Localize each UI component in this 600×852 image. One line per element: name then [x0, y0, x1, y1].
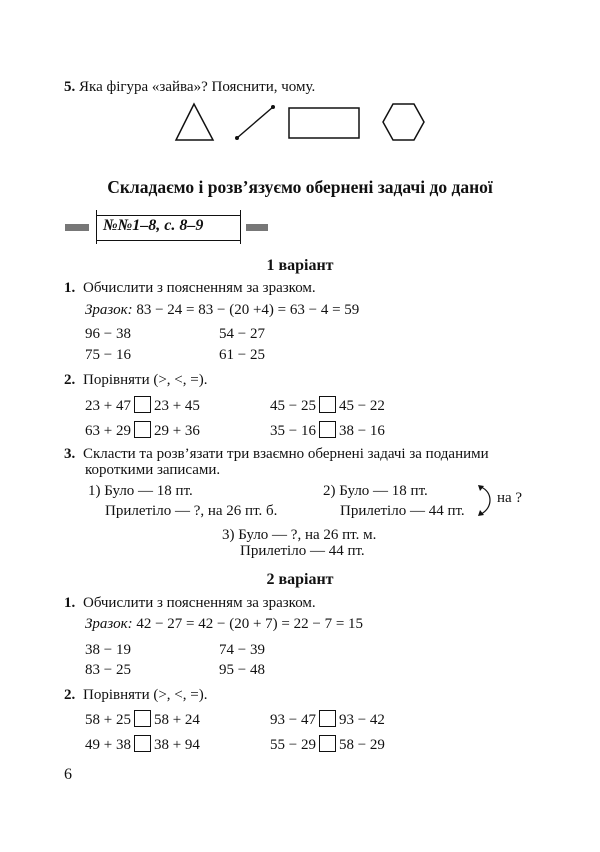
compare-left: 23 + 47	[85, 398, 131, 414]
v1-task1-line	[64, 280, 316, 297]
frame-tick	[240, 210, 241, 244]
compare-right: 38 − 16	[338, 423, 385, 439]
expression: 95 − 48	[219, 662, 265, 678]
compare-item	[85, 710, 200, 729]
expression: 54 − 27	[219, 326, 265, 342]
task-number: 5.	[64, 79, 76, 95]
compare-right: 93 − 42	[338, 712, 385, 728]
v1-task3-line	[64, 446, 489, 463]
expression: 61 − 25	[219, 347, 265, 363]
sample-expression: 42 − 27 = 42 − (20 + 7) = 22 − 7 = 15	[136, 616, 364, 632]
shapes-row	[170, 100, 430, 144]
variant2-title: 2 варіант	[266, 571, 334, 588]
line-segment-shape	[237, 107, 273, 138]
compare-right: 45 − 22	[338, 398, 385, 414]
expression: 38 − 19	[85, 642, 131, 658]
compare-left: 58 + 25	[85, 712, 131, 728]
task-text: Скласти та розв’язати три взаємно обернені задачі за поданими	[83, 446, 489, 462]
task-number: 2.	[64, 687, 76, 703]
expression: 83 − 25	[85, 662, 131, 678]
record-2-line2: Прилетіло — 44 пт.	[340, 503, 465, 519]
v2-sample	[85, 616, 363, 633]
compare-item	[85, 396, 200, 415]
reference-plate	[65, 215, 268, 241]
compare-right: 58 + 24	[153, 712, 200, 728]
compare-item	[270, 421, 385, 440]
sample-label: Зразок:	[85, 302, 133, 318]
answer-box[interactable]	[319, 735, 336, 752]
compare-item	[270, 710, 385, 729]
record-1-line1: 1) Було — 18 пт.	[88, 483, 193, 499]
task-text: Порівняти (>, <, =).	[83, 687, 208, 703]
compare-left: 63 + 29	[85, 423, 131, 439]
compare-item	[85, 735, 200, 754]
triangle-shape	[176, 104, 213, 140]
record-3-line1: 3) Було — ?, на 26 пт. м.	[222, 527, 377, 543]
sample-expression: 83 − 24 = 83 − (20 +4) = 63 − 4 = 59	[136, 302, 360, 318]
task-text: Обчислити з поясненням за зразком.	[83, 595, 316, 611]
compare-item	[270, 735, 385, 754]
v1-sample	[85, 302, 359, 319]
section-heading: Складаємо і розв’язуємо обернені задачі до даної	[107, 177, 493, 197]
answer-box[interactable]	[319, 421, 336, 438]
compare-left: 93 − 47	[270, 712, 316, 728]
hexagon-shape	[383, 104, 424, 140]
record-1-line2: Прилетіло — ?, на 26 пт. б.	[105, 503, 278, 519]
answer-box[interactable]	[319, 710, 336, 727]
task-text: Порівняти (>, <, =).	[83, 372, 208, 388]
sample-label: Зразок:	[85, 616, 133, 632]
compare-left: 35 − 16	[270, 423, 316, 439]
compare-right: 23 + 45	[153, 398, 200, 414]
v2-task2-line	[64, 687, 207, 704]
compare-item	[85, 421, 200, 440]
compare-left: 55 − 29	[270, 737, 316, 753]
gray-bar	[246, 224, 268, 231]
task-text-cont: короткими записами.	[85, 462, 221, 478]
rectangle-shape	[289, 108, 359, 138]
answer-box[interactable]	[134, 710, 151, 727]
compare-right: 38 + 94	[153, 737, 200, 753]
compare-right: 29 + 36	[153, 423, 200, 439]
expression: 74 − 39	[219, 642, 265, 658]
compare-left: 49 + 38	[85, 737, 131, 753]
task-number: 1.	[64, 280, 76, 296]
page-number: 6	[64, 766, 72, 783]
answer-box[interactable]	[134, 396, 151, 413]
answer-box[interactable]	[134, 735, 151, 752]
v2-task1-line	[64, 595, 316, 612]
reference-text: №№1–8, с. 8–9	[103, 217, 204, 234]
task-text: Обчислити з поясненням за зразком.	[83, 280, 316, 296]
compare-item	[270, 396, 385, 415]
question-side: на ?	[497, 490, 523, 506]
variant1-title: 1 варіант	[266, 257, 334, 274]
record-3-line2: Прилетіло — 44 пт.	[240, 543, 365, 559]
task-number: 3.	[64, 446, 76, 462]
task-number: 1.	[64, 595, 76, 611]
compare-right: 58 − 29	[338, 737, 385, 753]
task-number: 2.	[64, 372, 76, 388]
task-text: Яка фігура «зайва»? Пояснити, чому.	[79, 79, 316, 95]
frame-tick	[96, 210, 97, 244]
gray-bar	[65, 224, 89, 231]
record-2-line1: 2) Було — 18 пт.	[323, 483, 428, 499]
task5-line	[64, 79, 315, 96]
expression: 96 − 38	[85, 326, 131, 342]
answer-box[interactable]	[319, 396, 336, 413]
answer-box[interactable]	[134, 421, 151, 438]
expression: 75 − 16	[85, 347, 131, 363]
compare-left: 45 − 25	[270, 398, 316, 414]
v1-task2-line	[64, 372, 207, 389]
segment-endpoint	[235, 136, 239, 140]
segment-endpoint	[271, 105, 275, 109]
